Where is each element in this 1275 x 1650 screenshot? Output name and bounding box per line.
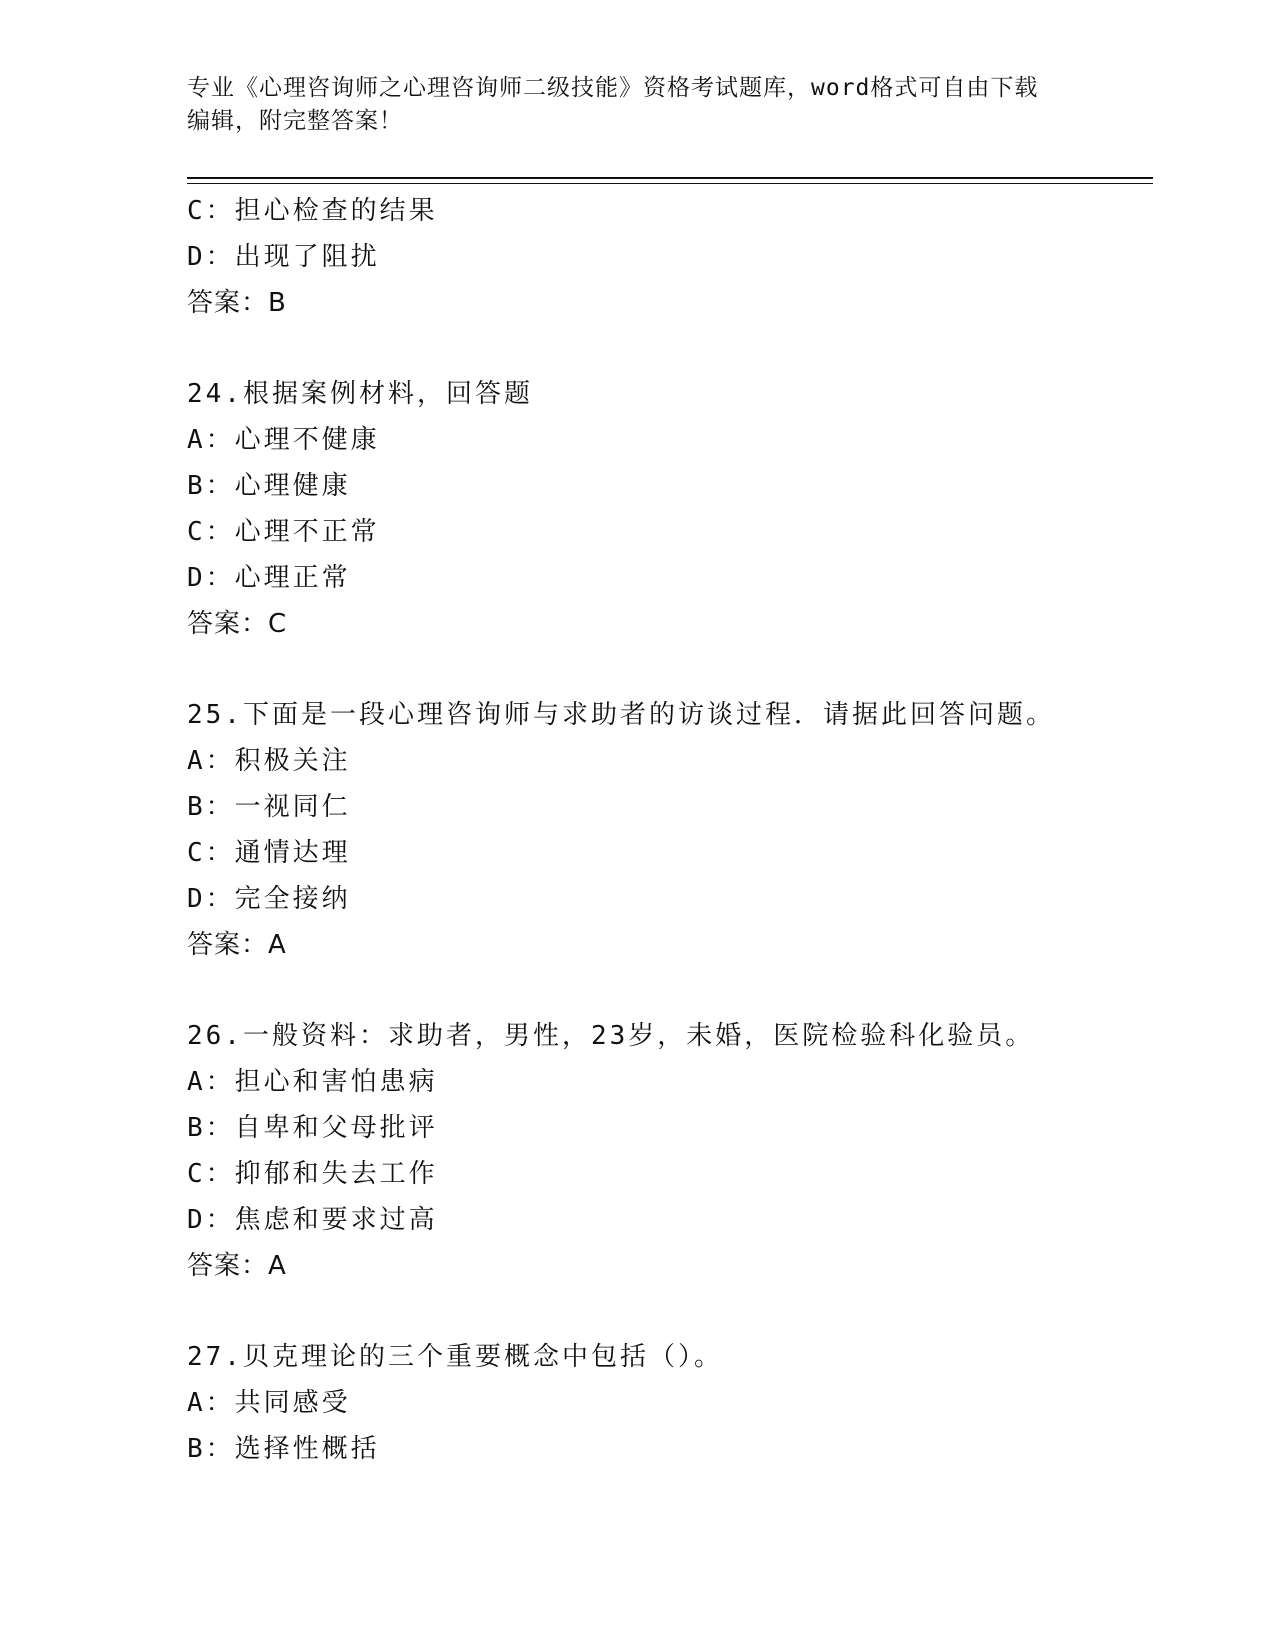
question-25 xyxy=(187,692,1153,968)
question-stem: 24.根据案例材料，回答题 xyxy=(187,379,533,409)
option-b: B：一视同仁 xyxy=(187,792,351,822)
answer-label: 答案：A xyxy=(187,930,287,960)
option-c: C：担心检查的结果 xyxy=(187,196,438,226)
answer-label: 答案：A xyxy=(187,1251,287,1281)
header-divider-thick xyxy=(187,177,1153,179)
header-divider-thin xyxy=(187,183,1153,184)
option-a: A：担心和害怕患病 xyxy=(187,1067,438,1097)
option-d: D：心理正常 xyxy=(187,563,351,593)
question-27 xyxy=(187,1334,1153,1472)
option-d: D：焦虑和要求过高 xyxy=(187,1205,438,1235)
option-d: D：出现了阻扰 xyxy=(187,242,380,272)
option-b: B：自卑和父母批评 xyxy=(187,1113,438,1143)
option-d: D：完全接纳 xyxy=(187,884,351,914)
spacer xyxy=(187,1289,1153,1334)
header-line-1: 专业《心理咨询师之心理咨询师二级技能》资格考试题库，word格式可自由下载 xyxy=(187,75,1039,101)
option-b: B：心理健康 xyxy=(187,471,351,501)
question-stem: 26.一般资料：求助者，男性，23岁，未婚，医院检验科化验员。 xyxy=(187,1021,1035,1051)
question-stem: 25.下面是一段心理咨询师与求助者的访谈过程．请据此回答问题。 xyxy=(187,700,1055,730)
question-24 xyxy=(187,371,1153,647)
spacer xyxy=(187,647,1153,692)
spacer xyxy=(187,968,1153,1013)
option-a: A：积极关注 xyxy=(187,746,351,776)
option-c: C：通情达理 xyxy=(187,838,351,868)
question-list xyxy=(187,188,1153,1472)
option-c: C：心理不正常 xyxy=(187,517,380,547)
spacer xyxy=(187,326,1153,371)
answer-label: 答案：C xyxy=(187,609,288,639)
answer-label: 答案：B xyxy=(187,288,287,318)
question-26 xyxy=(187,1013,1153,1289)
option-a: A：心理不健康 xyxy=(187,425,380,455)
document-header xyxy=(187,72,1087,138)
option-a: A：共同感受 xyxy=(187,1388,351,1418)
question-stem: 27.贝克理论的三个重要概念中包括（）。 xyxy=(187,1342,723,1372)
option-c: C：抑郁和失去工作 xyxy=(187,1159,438,1189)
question-23-fragment xyxy=(187,188,1153,326)
header-line-2: 编辑，附完整答案！ xyxy=(187,108,403,134)
option-b: B：选择性概括 xyxy=(187,1434,380,1464)
